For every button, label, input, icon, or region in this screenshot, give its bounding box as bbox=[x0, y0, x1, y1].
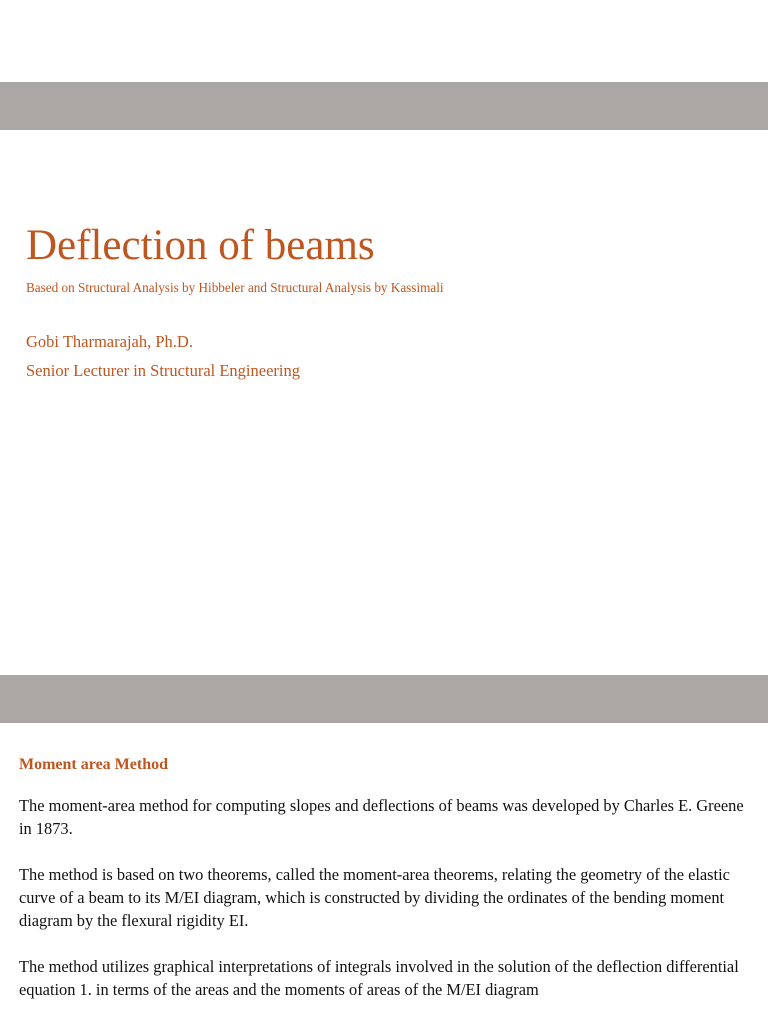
paragraph-history: The moment-area method for computing slopes and deflections of beams was developed by Charles E. Greene in 1873. bbox=[19, 796, 744, 838]
author-name: Gobi Tharmarajah, Ph.D. bbox=[26, 332, 193, 351]
slide-subtitle: Based on Structural Analysis by Hibbeler and Structural Analysis by Kassimali bbox=[26, 280, 444, 295]
paragraph-graphical: The method utilizes graphical interpretations of integrals involved in the solution of the deflection differential equation 1. in terms of the areas and the moments of areas of the M/EI diagram bbox=[19, 957, 739, 999]
paragraph-theorems: The method is based on two theorems, called the moment-area theorems, relating the geometry of the elastic curve of a beam to its M/EI diagram, which is constructed by dividing the ordinates of the bending moment diagram by the flexural rigidity EI. bbox=[19, 865, 730, 930]
slide-title: Deflection of beams bbox=[26, 222, 375, 269]
content-slide-header-band bbox=[0, 675, 768, 723]
author-role: Senior Lecturer in Structural Engineering bbox=[26, 361, 300, 380]
section-heading: Moment area Method bbox=[19, 756, 168, 773]
title-slide-header-band bbox=[0, 82, 768, 130]
